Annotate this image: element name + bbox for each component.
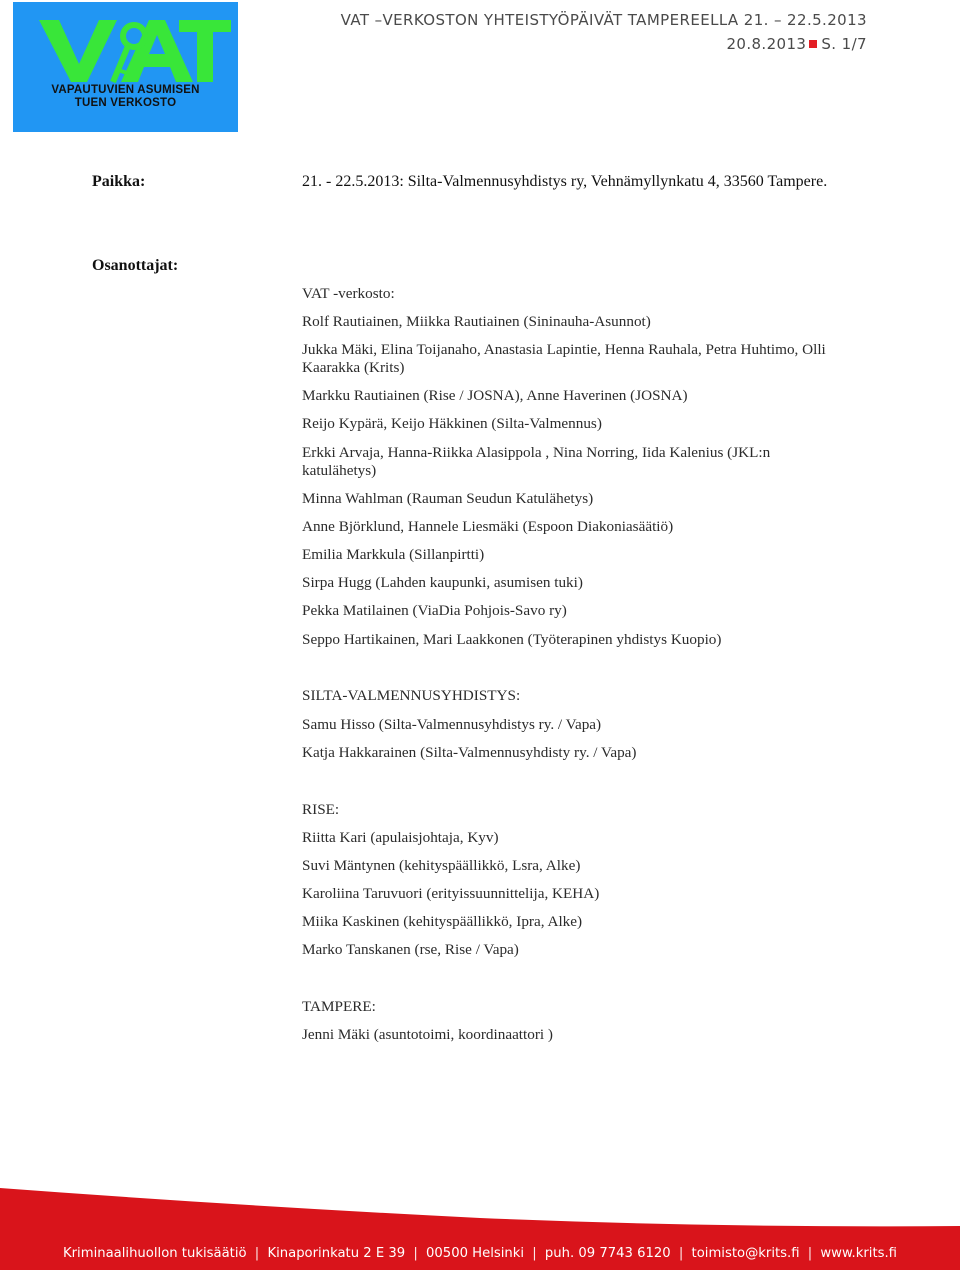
participant-line: Jenni Mäki (asuntotoimi, koordinaattori ) xyxy=(302,1026,553,1043)
footer-separator: | xyxy=(678,1246,684,1261)
participant-line: Minna Wahlman (Rauman Seudun Katulähetys) xyxy=(302,490,594,507)
footer-separator: | xyxy=(254,1246,260,1261)
header-date: 20.8.2013 xyxy=(726,35,807,53)
group-heading-rise: RISE: xyxy=(302,801,340,818)
vat-logo xyxy=(13,2,238,132)
participant-line: Rolf Rautiainen, Miikka Rautiainen (Sininauha-Asunnot) xyxy=(302,313,651,330)
footer-phone: puh. 09 7743 6120 xyxy=(544,1246,671,1261)
participant-line: Marko Tanskanen (rse, Rise / Vapa) xyxy=(302,941,519,958)
vat-logo-graphic xyxy=(13,2,238,132)
footer-separator: | xyxy=(532,1246,537,1261)
participant-line: Anne Björklund, Hannele Liesmäki (Espoon Diakoniasäätiö) xyxy=(302,518,674,535)
participant-line: Seppo Hartikainen, Mari Laakkonen (Työterapinen yhdistys Kuopio) xyxy=(302,631,722,648)
participant-line: Sirpa Hugg (Lahden kaupunki, asumisen tuki) xyxy=(302,574,583,591)
participant-line: Jukka Mäki, Elina Toijanaho, Anastasia Lapintie, Henna Rauhala, Petra Huhtimo, Olli xyxy=(302,341,826,358)
red-square-icon xyxy=(809,40,817,48)
footer-address: Kinaporinkatu 2 E 39 xyxy=(267,1246,406,1261)
footer-email-link[interactable]: toimisto@krits.fi xyxy=(691,1246,800,1261)
document-title: VAT –VERKOSTON YHTEISTYÖPÄIVÄT TAMPEREELLA 21. – 22.5.2013 xyxy=(340,11,867,29)
group-heading-vat: VAT -verkosto: xyxy=(302,285,395,302)
footer-separator: | xyxy=(413,1246,418,1261)
footer-separator: | xyxy=(807,1246,813,1261)
participant-line: Kaarakka (Krits) xyxy=(302,359,405,376)
group-heading-tampere: TAMPERE: xyxy=(302,998,376,1015)
participant-line: Erkki Arvaja, Hanna-Riikka Alasippola , Nina Norring, Iida Kalenius (JKL:n xyxy=(302,444,771,461)
logo-tagline-line1: VAPAUTUVIEN ASUMISEN xyxy=(51,84,200,96)
participant-line: Karoliina Taruvuori (erityissuunnittelija, KEHA) xyxy=(302,885,600,902)
page-number: S. 1/7 xyxy=(821,35,867,53)
place-value: 21. - 22.5.2013: Silta-Valmennusyhdistys ry, Vehnämyllynkatu 4, 33560 Tampere. xyxy=(302,173,828,190)
participant-line: Katja Hakkarainen (Silta-Valmennusyhdisty ry. / Vapa) xyxy=(302,744,637,761)
participant-line: Samu Hisso (Silta-Valmennusyhdistys ry. / Vapa) xyxy=(302,716,602,733)
footer-city: 00500 Helsinki xyxy=(426,1246,525,1261)
place-label: Paikka: xyxy=(92,173,146,190)
footer-contact xyxy=(0,1246,960,1261)
participant-line: Markku Rautiainen (Rise / JOSNA), Anne Haverinen (JOSNA) xyxy=(302,387,688,404)
participant-line: Reijo Kypärä, Keijo Häkkinen (Silta-Valmennus) xyxy=(302,415,602,432)
participant-line: Pekka Matilainen (ViaDia Pohjois-Savo ry) xyxy=(302,602,567,619)
participant-line: Riitta Kari (apulaisjohtaja, Kyv) xyxy=(302,829,499,846)
footer-web-link[interactable]: www.krits.fi xyxy=(820,1246,897,1261)
participant-line: katulähetys) xyxy=(302,462,377,479)
header-date-page xyxy=(726,35,867,53)
participants-label: Osanottajat: xyxy=(92,257,179,274)
group-heading-silta: SILTA-VALMENNUSYHDISTYS: xyxy=(302,687,521,704)
participant-line: Emilia Markkula (Sillanpirtti) xyxy=(302,546,485,563)
participant-line: Suvi Mäntynen (kehityspäällikkö, Lsra, Alke) xyxy=(302,857,581,874)
logo-tagline-line2: TUEN VERKOSTO xyxy=(74,97,177,109)
participant-line: Miika Kaskinen (kehityspäällikkö, Ipra, Alke) xyxy=(302,913,583,930)
footer-org: Kriminaalihuollon tukisäätiö xyxy=(62,1246,247,1261)
